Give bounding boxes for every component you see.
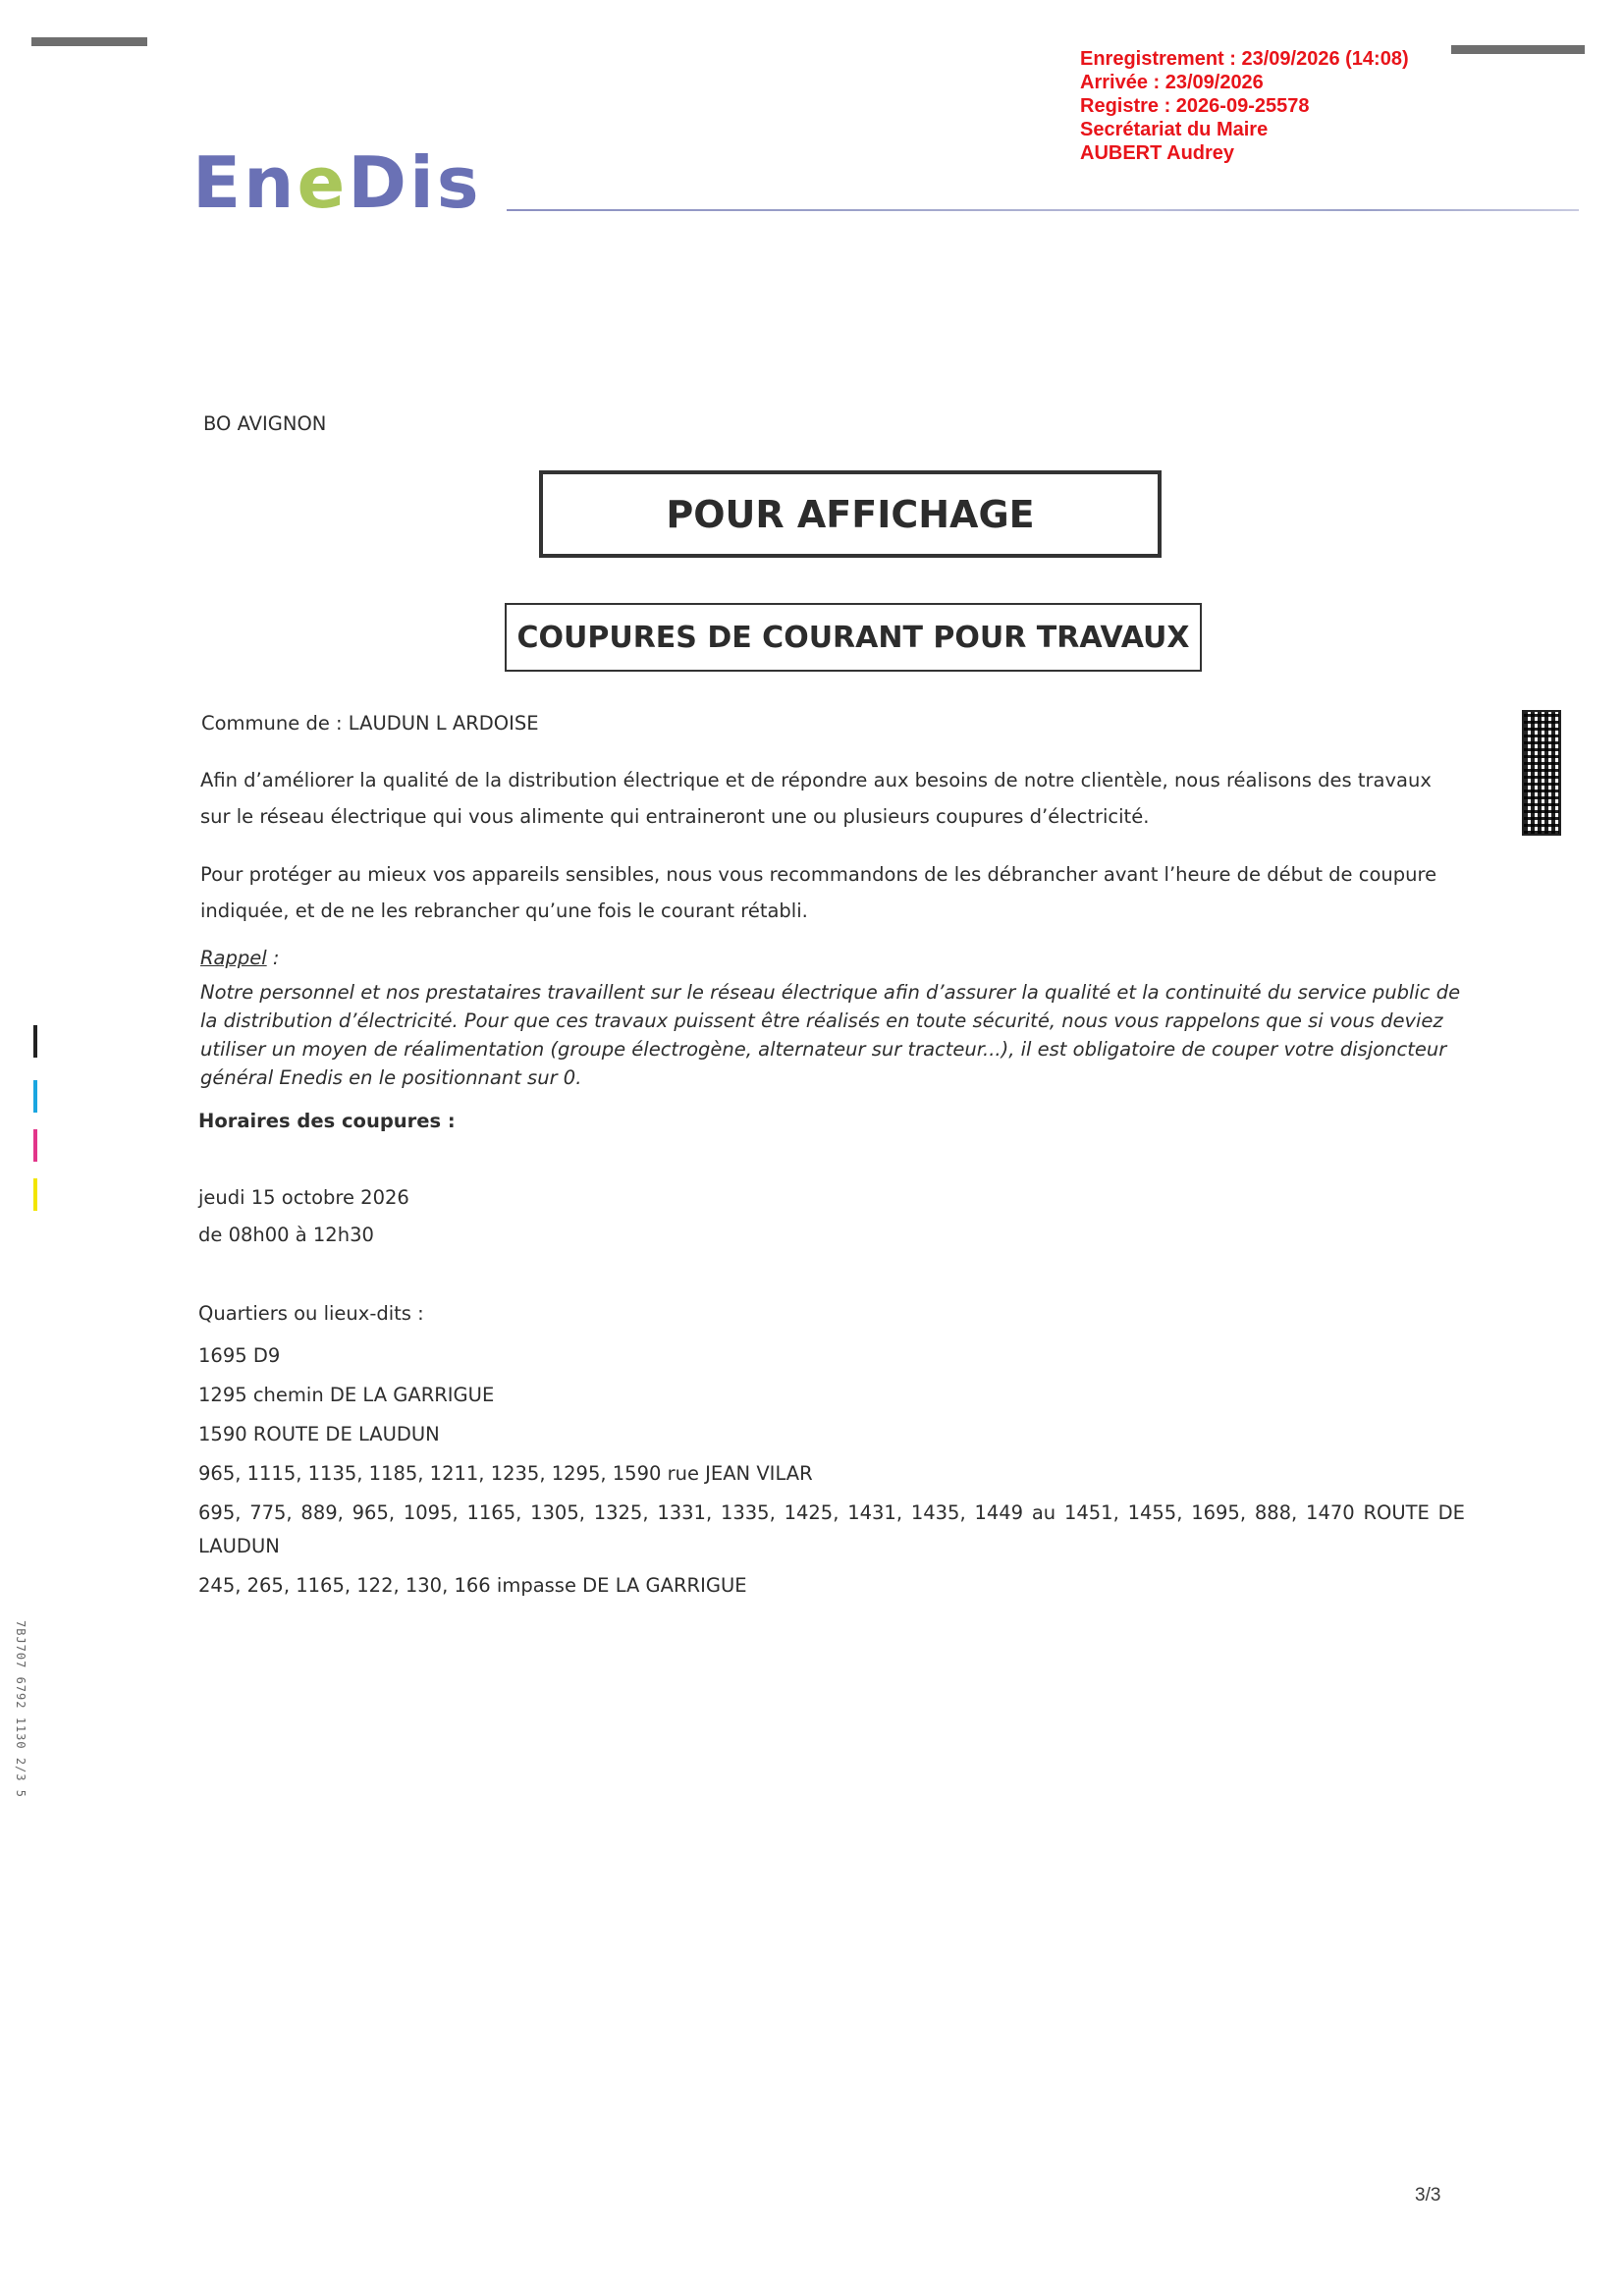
intro-paragraph: Afin d’améliorer la qualité de la distribution électrique et de répondre aux besoins de notre clientèle, nous réalisons des travaux sur le réseau électrique qui vous alimente qui entraineront une ou plusieurs coupures d’électricité.	[200, 769, 1432, 828]
location-item: 1590 ROUTE DE LAUDUN	[198, 1423, 440, 1445]
rappel-colon: :	[266, 947, 280, 969]
outage-date: jeudi 15 octobre 2026	[198, 1186, 409, 1209]
scan-artifact-bar	[1451, 45, 1585, 54]
advice-paragraph: Pour protéger au mieux vos appareils sensibles, nous vous recommandons de les débrancher avant l’heure de début de coupure indiquée, et de ne les rebrancher qu’une fois le courant rétabli.	[200, 863, 1437, 922]
locations-title: Quartiers ou lieux-dits :	[198, 1302, 424, 1325]
rappel-heading	[200, 947, 279, 969]
main-title: POUR AFFICHAGE	[666, 492, 1035, 536]
stamp-registration: Enregistrement : 23/09/2026 (14:08)	[1080, 48, 1409, 70]
location-item: 1295 chemin DE LA GARRIGUE	[198, 1384, 495, 1406]
location-item: 965, 1115, 1135, 1185, 1211, 1235, 1295, 1590 rue JEAN VILAR	[198, 1462, 813, 1485]
stamp-arrival: Arrivée : 23/09/2026	[1080, 72, 1264, 93]
color-calibration-mark	[33, 1129, 37, 1162]
schedule-title: Horaires des coupures :	[198, 1110, 456, 1132]
location-item: 1695 D9	[198, 1344, 281, 1367]
scan-artifact-bar	[31, 37, 147, 46]
subtitle-box	[505, 603, 1202, 672]
stamp-department: Secrétariat du Maire	[1080, 119, 1269, 140]
commune-line: Commune de : LAUDUN L ARDOISE	[201, 712, 539, 735]
rappel-title: Rappel	[200, 947, 267, 969]
outage-hours: de 08h00 à 12h30	[198, 1224, 374, 1246]
location-item: 695, 775, 889, 965, 1095, 1165, 1305, 1325, 1331, 1335, 1425, 1431, 1435, 1449 au 1451, 1455, 1695, 888, 1470 ROUTE DE LAUDUN	[198, 1501, 1465, 1557]
enedis-logo	[192, 141, 482, 224]
logo-part: e	[297, 141, 349, 224]
rappel-paragraph: Notre personnel et nos prestataires travaillent sur le réseau électrique afin d’assurer la qualité et la continuité du service public de la distribution d’électricité. Pour que ces travaux puissent être réalisés en toute sécurité, nous vous rappelons que si vous deviez utiliser un moyen de réalimentation (groupe électrogène, alternateur sur tracteur...), il est obligatoire de couper votre disjoncteur général Enedis en le positionnant sur 0.	[200, 981, 1461, 1089]
registration-stamp	[1080, 47, 1409, 165]
side-scan-code: 7BJ707 6792 1130 2/3 5	[14, 1620, 27, 1798]
location-item: 245, 265, 1165, 122, 130, 166 impasse DE LA GARRIGUE	[198, 1574, 747, 1597]
stamp-register: Registre : 2026-09-25578	[1080, 95, 1310, 117]
color-calibration-mark	[33, 1025, 37, 1058]
logo-part: En	[192, 141, 298, 224]
stamp-person: AUBERT Audrey	[1080, 142, 1235, 164]
locations-list	[198, 1339, 1465, 1608]
office-name: BO AVIGNON	[203, 412, 327, 435]
datamatrix-code	[1522, 710, 1561, 836]
header-divider	[507, 209, 1579, 211]
page-number: 3/3	[1415, 2185, 1441, 2206]
main-title-box	[539, 470, 1162, 558]
color-calibration-mark	[33, 1178, 37, 1211]
logo-part: Dis	[348, 141, 482, 224]
subtitle: COUPURES DE COURANT POUR TRAVAUX	[516, 620, 1190, 655]
color-calibration-mark	[33, 1080, 37, 1113]
